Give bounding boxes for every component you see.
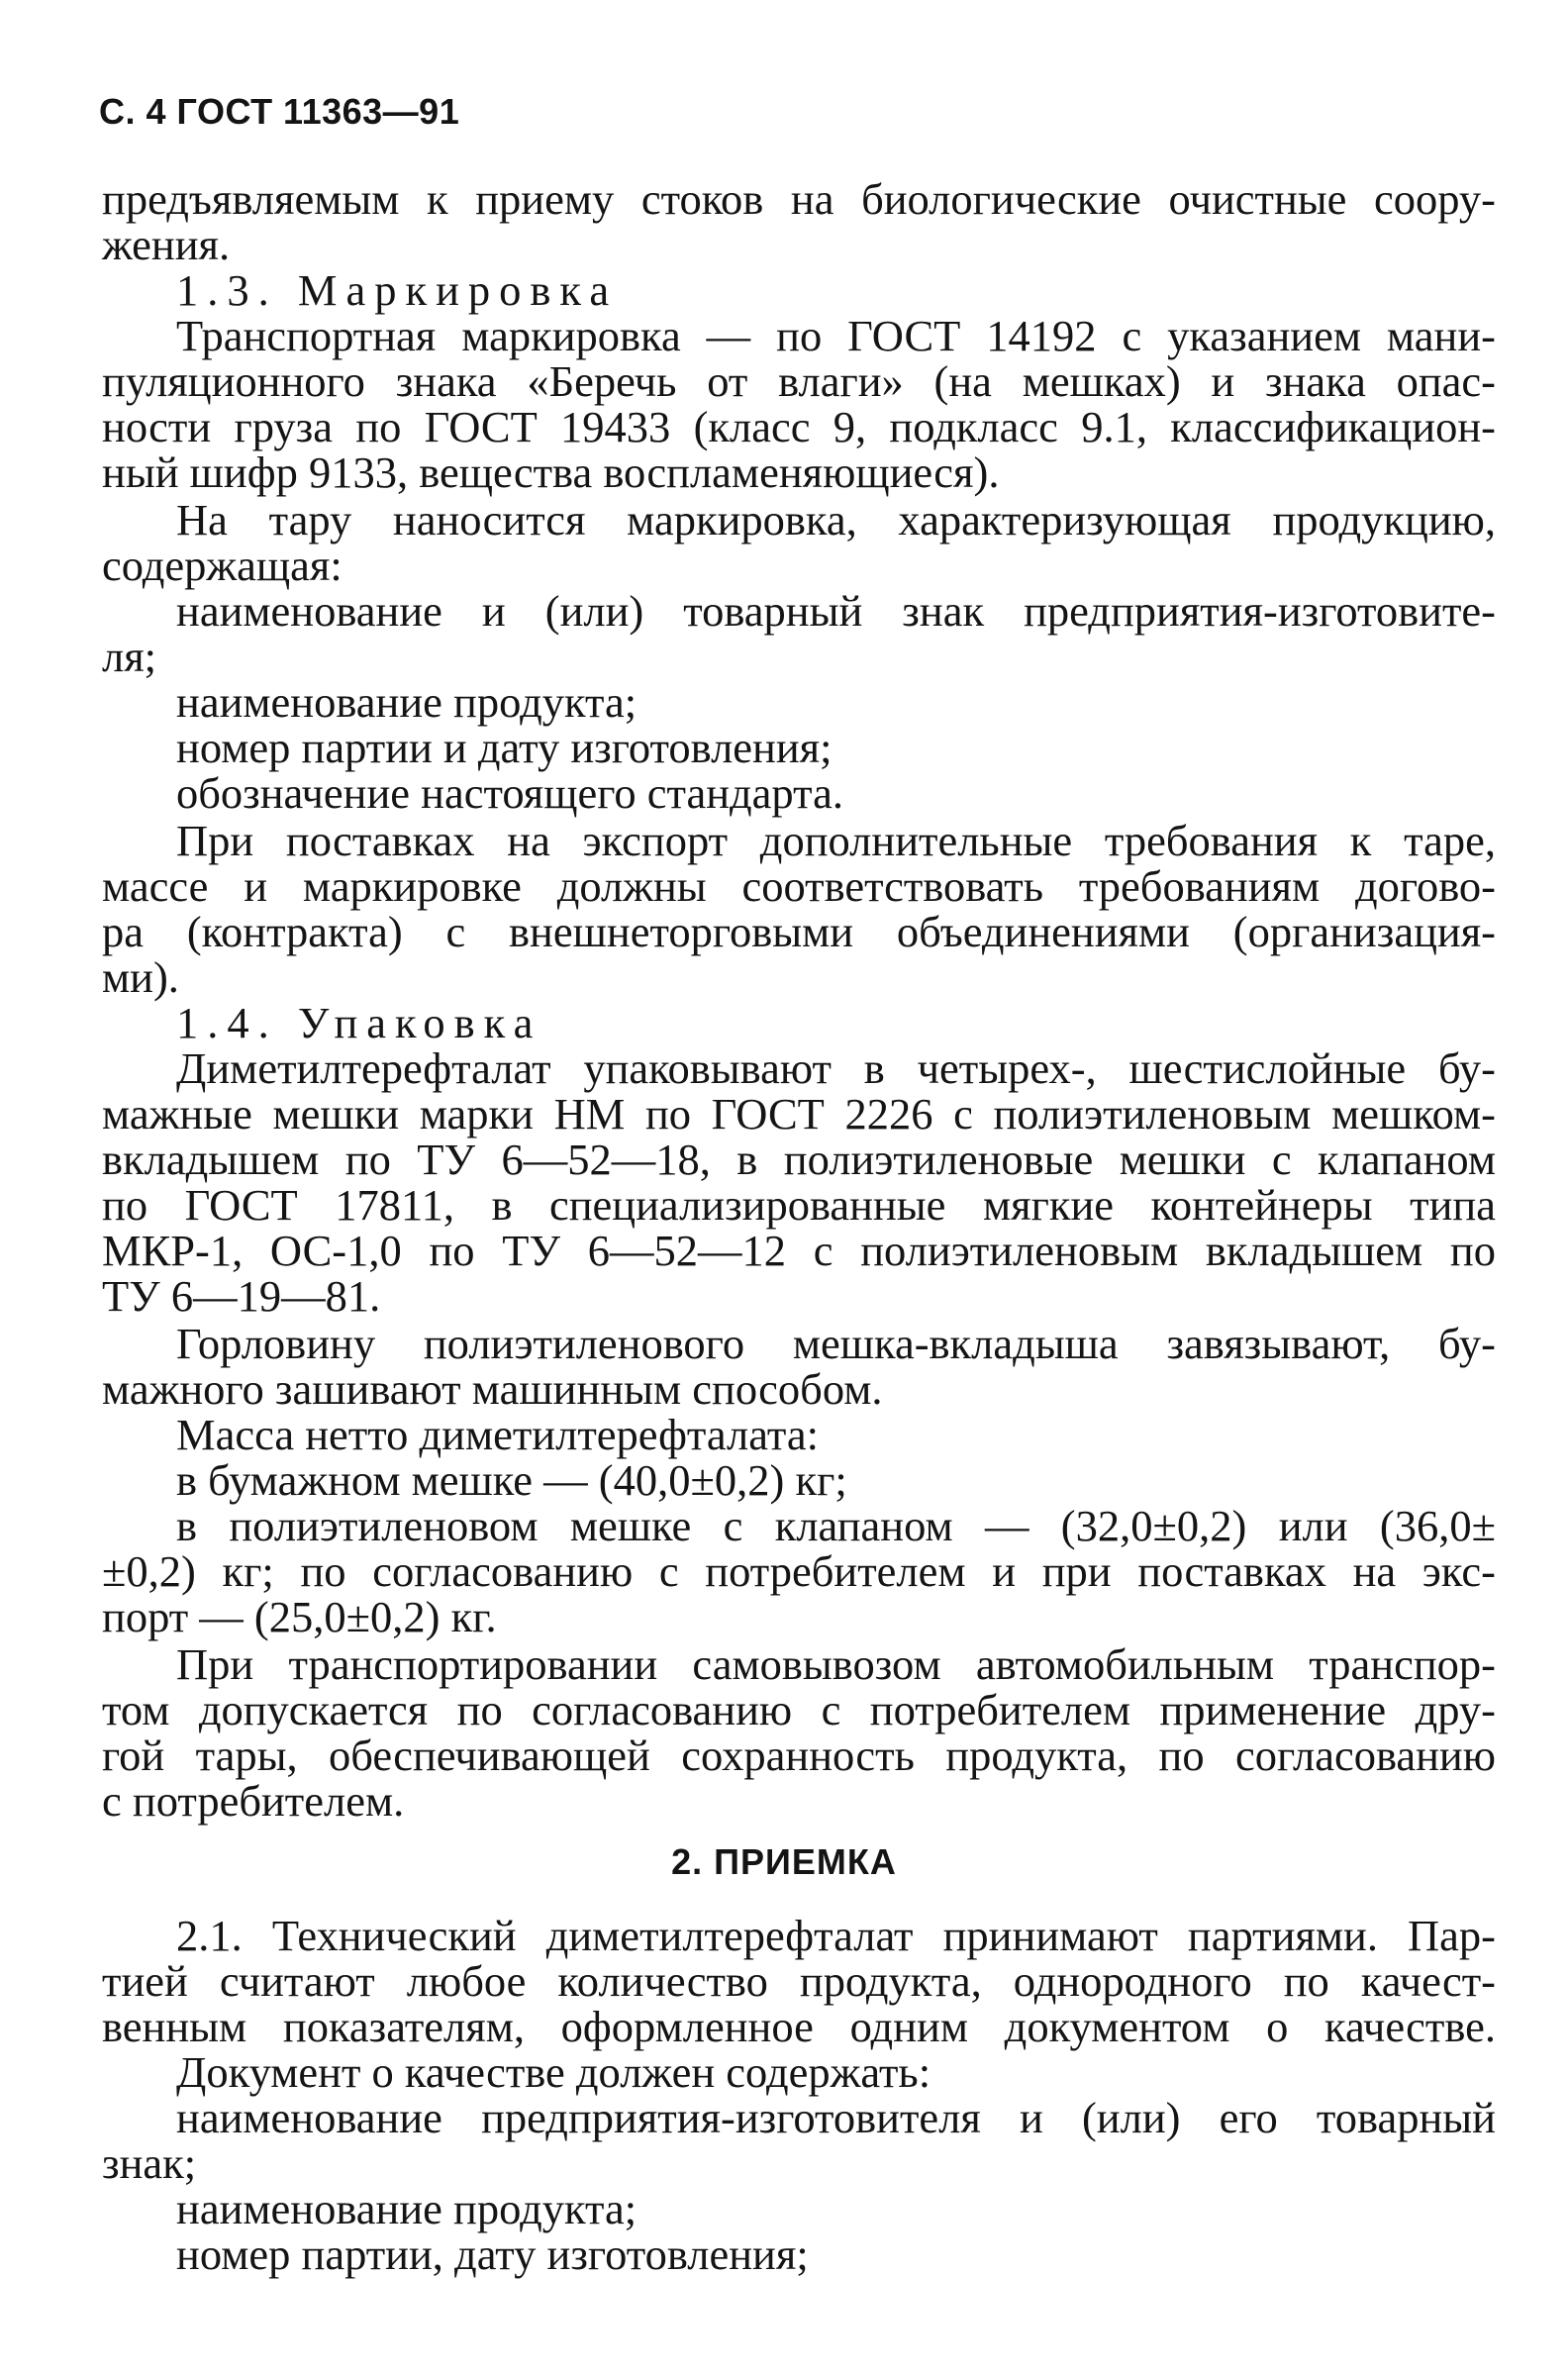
page-header: С. 4 ГОСТ 11363—91 [99, 91, 460, 132]
text-line: мажные мешки марки НМ по ГОСТ 2226 с полиэтиленовым мешком- [102, 1089, 1496, 1138]
text-line: Диметилтерефталат упаковывают в четырех-, шестислойные бу- [176, 1043, 1496, 1093]
text-line: На тару наносится маркировка, характеризующая продукцию, [176, 495, 1496, 544]
text-line: ля; [102, 632, 157, 681]
text-line: по ГОСТ 17811, в специализированные мягкие контейнеры типа [102, 1180, 1496, 1230]
text-line: При транспортировании самовывозом автомобильным транспор- [176, 1639, 1496, 1689]
list-item: наименование продукта; [176, 677, 637, 727]
text-line: 2.1. Технический диметилтерефталат принимают партиями. Пар- [176, 1911, 1496, 1960]
text-line: жения. [102, 220, 231, 269]
text-line: пуляционного знака «Беречь от влаги» (на мешках) и знака опас- [102, 356, 1496, 406]
text-line: содержащая: [102, 541, 343, 590]
section-title-packing: 1.4. Упаковка [176, 998, 542, 1047]
text-line: При поставках на экспорт дополнительные требования к таре, [176, 816, 1496, 865]
list-item: в полиэтиленовом мешке с клапаном — (32,0±0,2) или (36,0± [176, 1501, 1496, 1550]
text-line: ности груза по ГОСТ 19433 (класс 9, подкласс 9.1, классификацион- [102, 402, 1496, 451]
text-line: массе и маркировке должны соответствовать требованиям догово- [102, 861, 1496, 911]
text-line: ми). [102, 952, 179, 1002]
text-line: Документ о качестве должен содержать: [176, 2047, 931, 2097]
list-item: в бумажном мешке — (40,0±0,2) кг; [176, 1455, 847, 1505]
text-line: ТУ 6—19—81. [102, 1271, 381, 1321]
text-line: мажного зашивают машинным способом. [102, 1364, 883, 1414]
text-line: Масса нетто диметилтерефталата: [176, 1410, 819, 1459]
text-line: ра (контракта) с внешнеторговыми объединениями (организация- [102, 907, 1496, 956]
text-line: венным показателям, оформленное одним документом о качестве. [102, 2002, 1496, 2051]
text-line: ный шифр 9133, вещества воспламеняющиеся). [102, 447, 1000, 497]
text-line: ±0,2) кг; по согласованию с потребителем и при поставках на экс- [102, 1546, 1496, 1596]
text-line: Горловину полиэтиленового мешка-вкладыша завязывают, бу- [176, 1319, 1496, 1368]
text-line: с потребителем. [102, 1776, 405, 1826]
text-line: порт — (25,0±0,2) кг. [102, 1592, 497, 1641]
text-line: гой тары, обеспечивающей сохранность продукта, по согласованию [102, 1731, 1496, 1780]
section-heading-acceptance: 2. ПРИЕМКА [671, 1841, 897, 1882]
list-item: номер партии, дату изготовления; [176, 2229, 809, 2279]
list-item: наименование и (или) товарный знак предприятия-изготовите- [176, 586, 1496, 636]
list-item: обозначение настоящего стандарта. [176, 768, 843, 818]
text-line: предъявляемым к приему стоков на биологические очистные соору- [102, 174, 1496, 224]
list-item: наименование продукта; [176, 2184, 637, 2233]
text-line: знак; [102, 2138, 197, 2188]
text-line: вкладышем по ТУ 6—52—18, в полиэтиленовые мешки с клапаном [102, 1135, 1496, 1184]
text-line: Транспортная маркировка — по ГОСТ 14192 с указанием мани- [176, 311, 1496, 360]
list-item: наименование предприятия-изготовителя и (или) его товарный [176, 2093, 1496, 2142]
section-title-marking: 1.3. Маркировка [176, 265, 619, 315]
text-line: МКР-1, ОС-1,0 по ТУ 6—52—12 с полиэтиленовым вкладышем по [102, 1226, 1496, 1275]
text-line: тией считают любое количество продукта, однородного по качест- [102, 1956, 1496, 2006]
text-line: том допускается по согласованию с потребителем применение дру- [102, 1685, 1496, 1734]
list-item: номер партии и дату изготовления; [176, 723, 833, 772]
